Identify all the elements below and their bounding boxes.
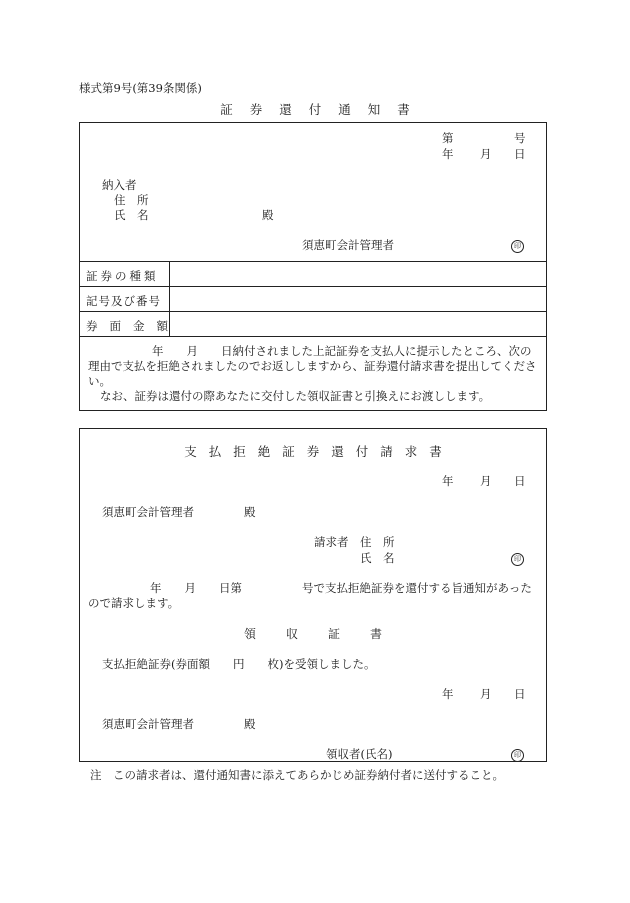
claim-year: 年 xyxy=(442,474,454,488)
request-text-b: 号で支払拒絶証券を還付する旨通知があった xyxy=(302,581,532,595)
claim-honorific: 殿 xyxy=(244,505,256,519)
receipt-day: 日 xyxy=(514,687,526,701)
receipt-text: 支払拒絶証券(券面額 円 枚)を受領しました。 xyxy=(102,657,376,671)
requester-name-label: 氏 名 xyxy=(360,551,395,565)
row-label-number: 記号及び番号 xyxy=(86,294,161,308)
date-year: 年 xyxy=(442,147,454,161)
notice-box xyxy=(79,122,547,411)
requester-label: 請求者 xyxy=(314,535,349,549)
form-number: 様式第9号(第39条関係) xyxy=(79,81,202,95)
honorific: 殿 xyxy=(262,208,274,222)
request-text-a: 年 月 日第 xyxy=(150,581,242,595)
address-label: 住 所 xyxy=(114,193,149,207)
receipt-year: 年 xyxy=(442,687,454,701)
receipt-addressee: 須恵町会計管理者 xyxy=(102,717,194,731)
notice-title: 証券還付通知書 xyxy=(220,102,427,117)
number-prefix: 第 xyxy=(442,131,454,145)
divider xyxy=(80,336,546,337)
name-label: 氏 名 xyxy=(114,208,149,222)
issuer: 須恵町会計管理者 xyxy=(302,238,394,252)
number-suffix: 号 xyxy=(514,131,526,145)
row-label-amount: 券面金額 xyxy=(86,319,180,333)
requester-address-label: 住 所 xyxy=(360,535,395,549)
footnote: 注 この請求者は、還付通知書に添えてあらかじめ証券納付者に送付すること。 xyxy=(90,768,504,782)
receipt-month: 月 xyxy=(480,687,492,701)
claim-addressee: 須恵町会計管理者 xyxy=(102,505,194,519)
divider xyxy=(80,261,546,262)
payer-label: 納入者 xyxy=(102,178,137,192)
claim-box xyxy=(79,428,547,762)
receipt-honorific: 殿 xyxy=(244,717,256,731)
date-month: 月 xyxy=(480,147,492,161)
claim-day: 日 xyxy=(514,474,526,488)
divider xyxy=(80,286,546,287)
claim-month: 月 xyxy=(480,474,492,488)
receipt-title: 領収証書 xyxy=(243,627,412,641)
request-text-c: ので請求します。 xyxy=(88,596,180,610)
seal-mark: 印 xyxy=(511,239,524,253)
notice-body-note: なお、証券は還付の際あなたに交付した領収証書と引換えにお渡しします。 xyxy=(100,389,491,403)
date-day: 日 xyxy=(514,147,526,161)
divider xyxy=(80,311,546,312)
row-label-type: 証券の種類 xyxy=(86,269,159,283)
receiver-label: 領収者(氏名) xyxy=(326,747,393,761)
claim-title: 支払拒絶証券還付請求書 xyxy=(184,444,454,459)
claim-seal: 印 xyxy=(511,552,524,566)
receiver-seal: 印 xyxy=(511,748,524,762)
notice-body: 年 月 日納付されました上記証券を支払人に提示したところ、次の理由で支払を拒絶されましたのでお返ししますから、証券還付請求書を提出してください。 xyxy=(88,344,537,388)
